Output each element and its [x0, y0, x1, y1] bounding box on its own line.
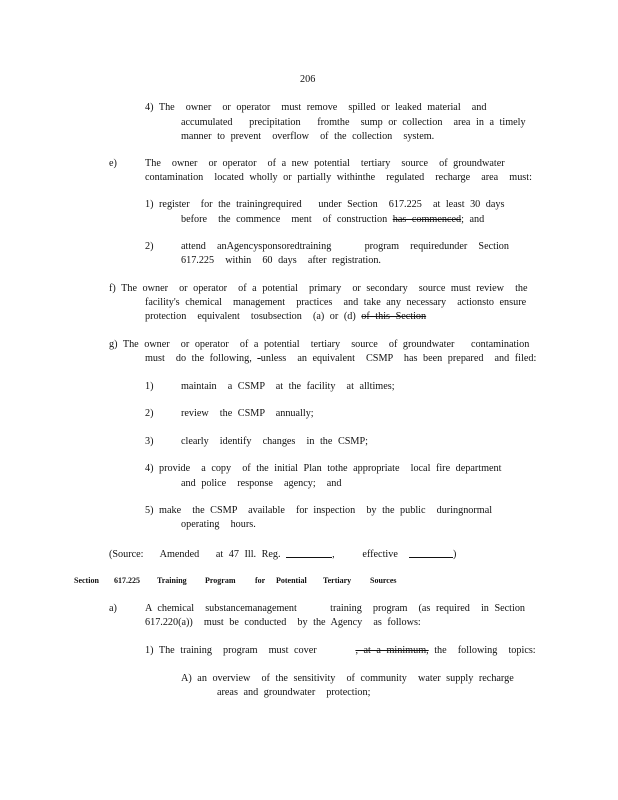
section-title-word-3: for [255, 576, 266, 585]
sub-1-end: ; and [461, 214, 485, 225]
page-number: 206 [300, 74, 316, 85]
item-e-line-1: The owner or operator of a new potential tertiary source of groundwater [145, 158, 505, 169]
section-title-word-6: Sources [370, 576, 397, 585]
item-f-line-3 [145, 312, 426, 322]
section-title-word-2: Program [205, 576, 236, 585]
item-g-text-end: unless an equivalent CSMP has been prepared and filed: [260, 353, 537, 364]
item-g-2-num: 2) [145, 408, 154, 419]
section-title-word-1: Training [157, 576, 187, 585]
item-f-line-2: facility's chemical management practices and take any necessary actionsto ensure [145, 297, 527, 308]
item-4-line-2: accumulated precipitation fromthe sump or collection area in a timely [181, 117, 526, 128]
deleted-text: , at a minimum, [355, 645, 429, 656]
item-e-sub-1-line-1: 1) register for the trainingrequired under Section 617.225 at least 30 days [145, 199, 505, 210]
item-g-3-text: clearly identify changes in the CSMP; [181, 436, 368, 447]
item-a-A-line-2: areas and groundwater protection; [217, 687, 371, 698]
item-a-label: a) [109, 603, 117, 614]
source-middle: , effective [332, 549, 398, 560]
item-g-2-text: review the CSMP annually; [181, 408, 314, 419]
item-a-line-2: 617.220(a)) must be conducted by the Agency as follows: [145, 617, 421, 628]
item-g-3-num: 3) [145, 436, 154, 447]
item-e-label: e) [109, 158, 117, 169]
item-g-4-line-1: 4) provide a copy of the initial Plan tothe appropriate local fire department [145, 463, 502, 474]
deleted-text: - [257, 353, 261, 364]
item-f-text: protection equivalent tosubsection (a) or (d) [145, 311, 362, 322]
item-g-line-2 [145, 354, 536, 364]
section-title-word-4: Potential [276, 576, 307, 585]
section-label: Section [74, 576, 99, 585]
blank-register-field [286, 548, 332, 558]
deleted-text: has commenced [392, 214, 462, 225]
item-e-sub-2-line-2: 617.225 within 60 days after registration. [181, 255, 381, 266]
item-g-1-text: maintain a CSMP at the facility at alltimes; [181, 381, 395, 392]
item-g-line-1: g) The owner or operator of a potential tertiary source of groundwater contamination [109, 339, 530, 350]
item-g-1-num: 1) [145, 381, 154, 392]
source-prefix: (Source: Amended at 47 Ill. Reg. [109, 549, 281, 560]
item-g-5-line-2: operating hours. [181, 519, 256, 530]
item-g-4-line-2: and police response agency; and [181, 478, 342, 489]
blank-effective-field [409, 548, 453, 558]
item-a-line-1: A chemical substancemanagement training program (as required in Section [145, 603, 526, 614]
source-suffix: ) [452, 549, 457, 560]
item-a-A-line-1: A) an overview of the sensitivity of community water supply recharge [181, 673, 514, 684]
sub-1-text: before the commence ment of construction [181, 214, 393, 225]
section-title-word-5: Tertiary [323, 576, 352, 585]
item-e-sub-2-line-1: attend anAgencysponsoredtraining program requiredunder Section [181, 241, 509, 252]
deleted-text: of this Section [361, 311, 427, 322]
item-g-text: must do the following, [145, 353, 258, 364]
item-4-line-1: 4) The owner or operator must remove spilled or leaked material and [145, 102, 487, 113]
item-a-sub-1-end: the following topics: [428, 645, 536, 656]
section-number: 617.225 [114, 576, 140, 585]
item-e-sub-1-line-2 [181, 215, 484, 225]
item-f-line-1: f) The owner or operator of a potential primary or secondary source must review the [109, 283, 528, 294]
item-4-line-3: manner to prevent overflow of the collection system. [181, 131, 435, 142]
source-note [109, 548, 456, 560]
item-g-5-line-1: 5) make the CSMP available for inspection by the public duringnormal [145, 505, 493, 516]
item-a-sub-1-text: 1) The training program must cover [145, 645, 356, 656]
item-a-sub-1 [145, 646, 536, 656]
item-e-sub-2-label: 2) [145, 241, 154, 252]
item-e-line-2: contamination located wholly or partially withinthe regulated recharge area must: [145, 172, 532, 183]
